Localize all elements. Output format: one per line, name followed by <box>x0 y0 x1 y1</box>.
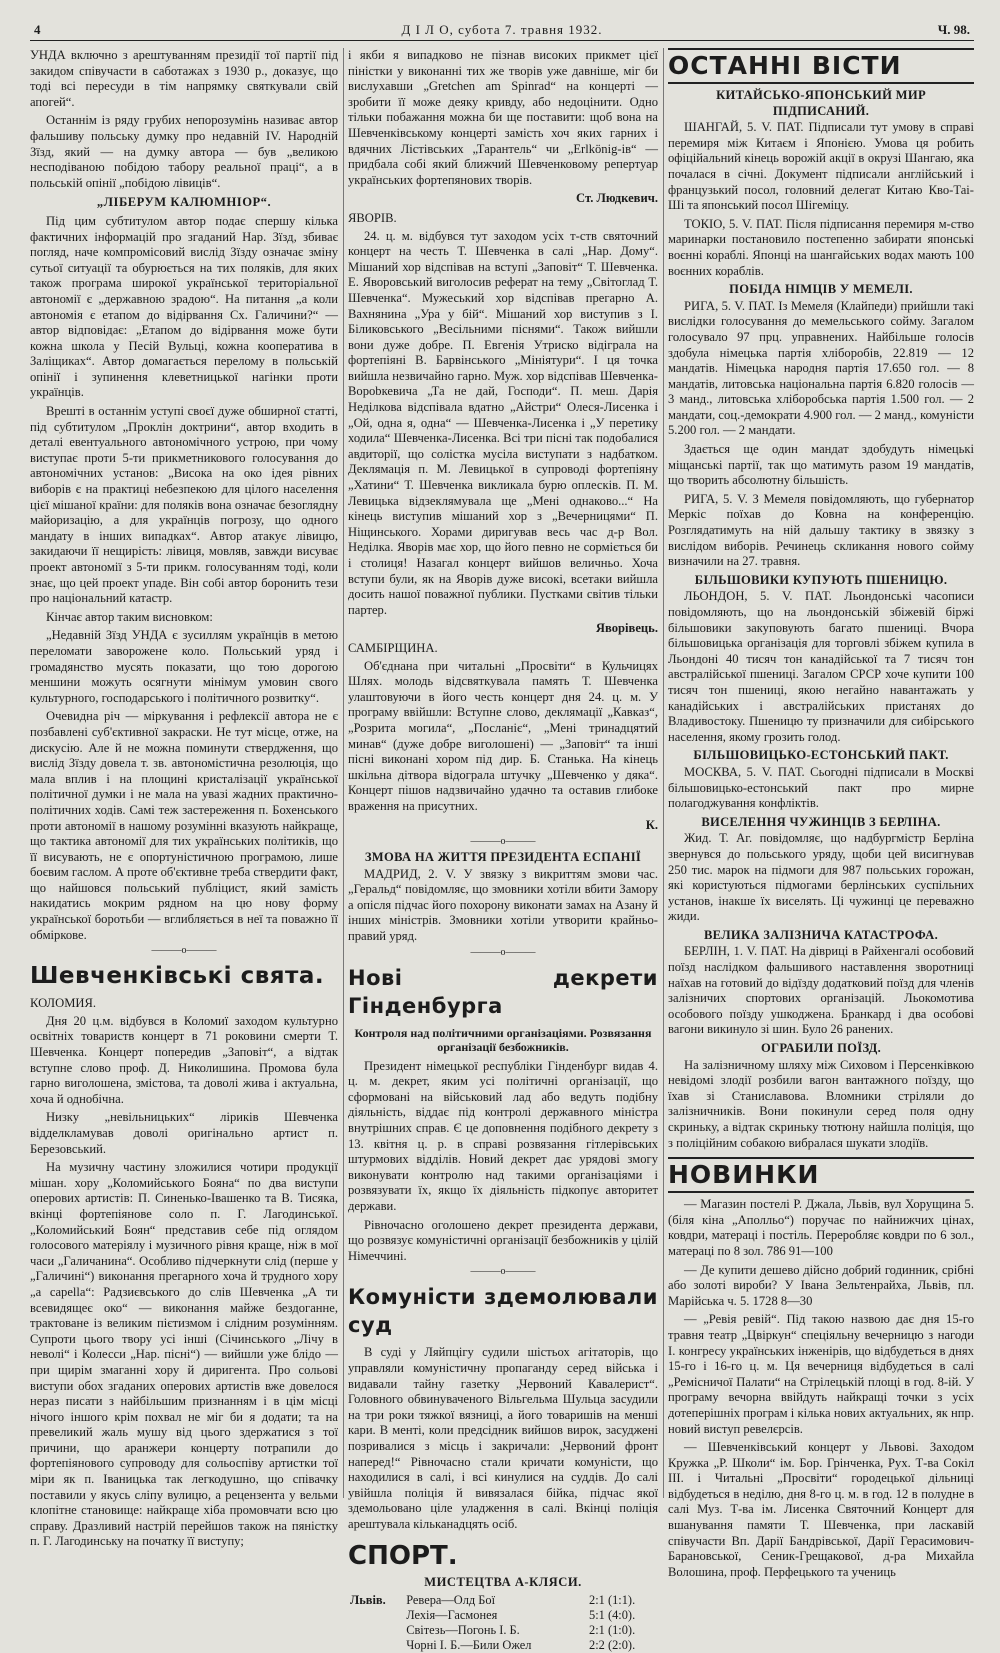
article-paragraph: Очевидна річ — міркування і рефлексії автора не є позбавлені суб'єктивної закраски. Не тут місце, отже, на дискусію. Але й не можна поминути ствердження, що вислід Зїзду довела т. зв. автономістична резолюція, що мала вплив і на площині кристалізації української політичної думки і не мала на увазі жадних практично-політичних ходів. Самі теж застереження п. Бохенського проти автономії в нашому розумінні вказують найкраще, що тактика автономії для тих українських політиків, що її висувають, не є опортуністичною програмою, лише боєвим гаслом. А проте об'єктивне треба ствердити факт, що найшовся польський публіцист, який замість накидатись мокрим рядном на цю нову форму української боротьби — вглибляється в неї та поважно її обміркове. <box>30 709 338 942</box>
dateline: КОЛОМИЯ. <box>30 996 97 1011</box>
divider: ———o——— <box>470 836 536 848</box>
sport-subheading: МИСТЕЦТВА А-КЛЯСИ. <box>424 1574 582 1589</box>
column-2 <box>348 48 658 1653</box>
ad-text: — Де купити дешево дійсно добрий годинник, срібні або золоті вироби? У Івана Зельтенрайха, Львів, пл. Марійська ч. 5. <box>668 1262 974 1308</box>
news-headline: БІЛЬШОВИЦЬКО-ЕСТОНСЬКИЙ ПАКТ. <box>693 748 949 763</box>
masthead: Д І Л О, субота 7. травня 1932. <box>401 22 603 37</box>
news-headline: БІЛЬШОВИКИ КУПУЮТЬ ПШЕНИЦЮ. <box>694 572 948 587</box>
score-row <box>348 1623 658 1638</box>
score-result: 2:1 (1:0). <box>589 1623 636 1638</box>
article-paragraph: Рівночасно оголошено декрет президента держави, що розвязує комуністичні організації безбожників у цілій Німеччині. <box>348 1217 658 1263</box>
article-paragraph: Низку „невільницьких“ ліриків Шевченка відделкламував доволі оригінально артист п. Березовський. <box>30 1110 338 1156</box>
dateline: САМБІРЩИНА. <box>348 640 438 655</box>
ad-paragraph <box>668 1197 974 1259</box>
column-rule <box>663 48 664 1498</box>
article-paragraph: і якби я випадково не пізнав високих прикмет цієї піністки у виконанні тих же творів уже давніше, міг би вислухавши „Gretchen am Spinrad“ на концерті — зробити її може деяку кривду, або недоцінити. Одно тільки побажання можна би ще поставити: щоб вона на Шевченківському концерті замість хоч яких гарних і вдячних Лістівських „Тарантель“ чи „Erlkönig-ів“ — придбала собі який ближчий Шевченковому репертуар українських фортепянових творів. <box>348 48 658 187</box>
news-paragraph: Жид. Т. Аг. повідомляє, що надбургмістр Берліна звернувся до польського уряду, щоби цей висигнував 250 тис. марок на підмоги для 987 польських горожан, які користуються підмогами берлінських суспільних установ, інакше їх виселять. Ці чужинці це переважно жиди. <box>668 831 974 924</box>
scores-table <box>348 1593 658 1653</box>
news-headline: ВИСЕЛЕННЯ ЧУЖИНЦІВ З БЕРЛІНА. <box>701 814 941 829</box>
column-1 <box>30 48 338 1549</box>
score-match: Світезь—Погонь І. Б. <box>406 1623 520 1638</box>
news-paragraph: ЛЬОНДОН, 5. V. ПАТ. Льондонські часописи повідомляють, що на льондонській збіжевій біржі більшовики закуповують багато пшениці. Вчора більшовицька організація для торговлі збіжем купила в Льондоні 40 тисяч тон канадійської та 7 тисяч тон австралійської пшениці. Загалом СРСР хоче купити 100 тисяч тон пшениці, якою негайно навантажать у канадійських і австралійських пристанях до Владивостоку. Пшеницю ту призначили для сибірського населення, якому грозить голод. <box>668 589 974 744</box>
column-rule <box>343 48 344 1498</box>
article-paragraph: Врешті в останнім уступі своєї дуже обширної статті, під субтитулом „Проклін доктрини“, автор входить в деталі евентуального автономічного устрою, при чому виступає проти 5-ти прикметникового голосування до автономічних установ: „Висока на око ідея рівних виборів є на практиці небезпекою для цілого населення цієї мішаної країни: для поляків вона означає безоглядну майоризацію, а для українців погрозу, що одного мандату в інших випадках“. Автор атакує лівицю, закидаючи її нещирість: лівиця, мовляв, завжди висуває проект автономії з 5-ти прикм. голосуванням тоді, коли знає, що цей проект упаде. Він собі автор боронить тези про національний катастр. <box>30 404 338 606</box>
score-city <box>348 1623 404 1638</box>
news-headline: ВЕЛИКА ЗАЛІЗНИЧА КАТАСТРОФА. <box>703 927 939 942</box>
article-headline: Шевченківські свята. <box>30 963 325 990</box>
score-city: Львів. <box>350 1593 386 1608</box>
dateline: ЯВОРІВ. <box>348 210 397 225</box>
issue-number: Ч. 98. <box>937 22 970 37</box>
ad-paragraph: — „Ревія ревій“. Під такою назвою дає дня 15-го травня театр „Цвіркун“ спеціяльну вечерницю з нагоди I. конгресу українських інженірів, що відбудеться в днях 15-го і 16-го ц. м. Ця вечерниця відбудеться в салі „Ремісничої Палати“ на Стрілецькій площі в год. 8-ій. У програму вечорна ввійдуть найкращі точки з усіх дотеперішніх програм і кілька нових актуальних, як нпр. новий виступ ревелєрсів. <box>668 1312 974 1436</box>
news-headline: КИТАЙСЬКО-ЯПОНСЬКИЙ МИР ПІДПИСАНИЙ. <box>716 88 926 118</box>
news-paragraph: ТОКІО, 5. V. ПАТ. Після підписання перемиря м-ство маринарки постановило постепенно забирати японські воєнні кораблі. Японці на шангайських водах мають 100 воєнних кораблів. <box>668 216 974 278</box>
sport-heading: СПОРТ. <box>348 1540 458 1571</box>
ad-paragraph: — Шевченківський концерт у Львові. Заходом Кружка „Р. Школи“ ім. Бор. Грінченка, Рух. Т-ва Сокіл ІІІ. і Читальні „Просвіти“ городецької дільниці відбудеться в неділю, дня 8-го ц. м. в год. 12 в полудне в салі Муз. Т-ва ім. Лисенка Святочний Концерт для вшанування памяти Т. Шевченка, при ласкавій співучасти Вп. Дарії Бандрівської, Дарії Герасимович-Барановської, Сеник-Грещакової, д-ра Михайла Волошина, проф. Перфецького та учениць <box>668 1440 974 1579</box>
quote-paragraph: „Недавній Зїзд УНДА є зусиллям українців в метою переломати заворожене коло. Польський уряд і громадянство мусять показати, що тою дорогою меншини можуть осягнути мінімум умовин свого культурного, господарського і політичного розвитку“. <box>30 628 338 705</box>
news-paragraph: На залізничному шляху між Сиховом і Персенківкою невідомі злодії розбили вагон вантажного поїзду, що їхав зі Станиславова. Вломники стріляли до залізничників. Вони покинули серед поля одну скриньку, а відтак скриньку тютюну найшла поліція, що з поліційним собакою вибралася шукати злодіїв. <box>668 1057 974 1150</box>
score-match: Ревера—Олд Бої <box>406 1593 496 1608</box>
score-row <box>348 1608 658 1623</box>
news-paragraph: МОСКВА, 5. V. ПАТ. Сьогодні підписали в Москві більшовицько-естонський пакт про мирне полагоджування конфліктів. <box>668 764 974 811</box>
score-row <box>348 1638 658 1653</box>
running-header <box>30 22 974 41</box>
article-paragraph: Об'єднана при читальні „Просвіти“ в Кульчицях Шлях. молодь відсвяткувала память Т. Шевченка улаштовуючи в його честь концерт дня 24. ц. м. У програму ввійшли: Вступне слово, деклямації „Кавказ“, „Розрита могила“, „Посланіє“, „Мені тринадцятий минав“ (дуже добре виголошені) — „Заповіт“ та інші пісні виконані хором під дир. Б. Станька. На кінець шкільна дітвора відограла штучку „Шевченко у дяка“. Концерт пішов надзвичайно удачно та оставив глибоке враження на присутних. <box>348 658 658 813</box>
score-row <box>348 1593 658 1608</box>
article-headline: Комуністи здемолювали суд <box>348 1285 658 1338</box>
score-match: Чорні І. Б.—Били Ожел <box>406 1638 532 1653</box>
page-number: 4 <box>34 22 41 37</box>
news-paragraph: ШАНГАЙ, 5. V. ПАТ. Підписали тут умову в справі перемиря між Китаєм і Японією. Умова ця робить офіційальний кінець ворожій акції в окрузі Шангаю, яка почалася в січні. Документ підписали англійський і французький посол, головний делегат Китаю Кво-Таі-Ші та японський посол Шігеміцу. <box>668 120 974 213</box>
article-paragraph: На музичну частину зложилися чотири продукції мішан. хору „Коломийського Бояна“ по два виступи оперових артистів: П. Синенько-Івашенко та В. Тисяка, вкінці фортепіянове соло п. Г. Лагодинської. „Коломийський Боян“ представив себе під оглядом голосового матеріялу і музичного рівня краще, ніж в мої часи „Галичанина“. Особливо підчеркнути слід (перше у „Галичині“) виконання прегарного хоча й трудного хору „a capella“: Радзиєвського до слів Шевченка „А ти всевидящеє око“ — виконання майже бездоганне, трактоване із великим пієтизмом і слідним розумінням. Супроти цього твору усі інші (Січинського „Лічу в неволі“ і Колесси „Нар. пісні“) — вийшли уже блідо — при щирім змаганні хору й диригента. Про сольові виступи обох згаданих оперових артистів вже довелося нераз писати з найбільшим признанням і в цім місці нічого іншого крім похвал не міг би я додати; та на превеликий жаль мушу від цього здержатися з тої причини, що аранжери концерту потрапили до фортепіянового супроводу для сольоспіву артистки тої міри як п. Іваницька так легкодушно, що співачку поставили у якусь сліпу вулицю, а рецензента у вельми клопітне становище: найкраще хіба промовчати всю цю справу. Дразливий настрій перейшов також на пяністку п. Г. Лагодинську на початку її виступу; <box>30 1160 338 1549</box>
ad-paragraph <box>668 1263 974 1310</box>
article-paragraph: УНДА включно з арештуванням президії тої партії під закидом співучасти в саботажах з 1930 р., доказує, що тоді всі пересуди в тім напрямку святкували свій апогей“. <box>30 48 338 109</box>
author-signature: Ст. Людкевич. <box>576 191 658 206</box>
news-paragraph: БЕРЛІН, 1. V. ПАТ. На дівриці в Райхенгалі особовий поїзд наслідком фальшивого наставлення зворотниці наїхав на готовий до відїзду додатковий поїзд для членів залізничих спортових організацій. Льокомотива особового поїзду ушкоджена. Бранкард і два особові вагони викинуло зі шин. Було 26 ранених. <box>668 944 974 1037</box>
news-headline: ОГРАБИЛИ ПОЇЗД. <box>760 1041 882 1056</box>
score-result: 2:1 (1:1). <box>589 1593 636 1608</box>
author-signature: Яворівець. <box>595 621 658 636</box>
section-heading-novelties: НОВИНКИ <box>668 1157 974 1193</box>
news-paragraph: РИГА, 5. V. ПАТ. Із Мемеля (Клайпеди) прийшли такі вислідки голосування до мемельського сойму. Загалом голосувало 97 прц. управнених. Найбільше голосів здобула німецька партія хліборобів, 22.819 — 12 мандатів. Німецька народня партія 17.650 гол. — 8 мандатів, литовська національна партія 6.820 голосів — 3 манд., литовська хліборобська партія 1.500 гол. — 2 мандати, соц.-демократи 4.900 гол. — 2 манд., комуністи 5.200 гол. — 2 мандати. <box>668 298 974 438</box>
news-paragraph: РИГА, 5. V. З Мемеля повідомляють, що губернатор Меркіс поїхав до Ковна на конференцію. Розглядатимуть на ній дальшу тактику в звязку з вислідом виборів. Речинець скликання нового сойму визначили на 27. травня. <box>668 491 974 569</box>
score-result: 2:2 (2:0). <box>589 1638 636 1653</box>
divider: ———o——— <box>470 946 536 958</box>
score-city <box>348 1608 404 1623</box>
article-paragraph: Кінчає автор таким висновком: <box>46 609 213 624</box>
score-result: 5:1 (4:0). <box>589 1608 636 1623</box>
ad-code: 786 91—100 <box>766 1243 833 1258</box>
article-paragraph: Останнім із ряду грубих непорозумінь називає автор фальшиву польську думку про недавній IV. Народній Зїзд, який — на думку автора — був „великою несподіваною побідою табору реальної праці“, а в польській опінії „побідою лівиців“. <box>30 113 338 190</box>
article-paragraph: Дня 20 ц.м. відбувся в Коломиї заходом культурно освітніх товариств концерт в 71 роковини смерти Т. Шевченка. Концерт попередив „Заповіт“, а відтак вступне слово проф. Д. Николишина. Промова була гарно виголошена, змістова, та доволі жива і актуальна, хоча й однобічна. <box>30 1013 338 1106</box>
author-signature: К. <box>645 817 658 832</box>
subheading: „ЛІБЕРУМ КАЛЮМНІОР“. <box>96 195 272 210</box>
article-paragraph: 24. ц. м. відбувся тут заходом усіх т-ств святочний концерт на честь Т. Шевченка в салі „Нар. Дому“. Мішаний хор відспівав на вступі „Заповіт“ Т. Шевченка. Е. Яворовський виголосив реферат на тему „Світоглад Т. Шевченка“. Мужеський хор відспівав прегарно А. Вахнянина „Ура у бій“. Мішаний хор виступив з І. Біликовського „Весільними піснями“. Також вийшли вони дуже добре. П. Евгенія Утриско відіграла на фортепіяні В. Барвінського „Мініятури“. І ця точка вийшла незвичайно гарно. Муж. хор відспівав Шевченка-Ворobкевича „Та не дай, Господи“. П. меш. Дарія Неділкова відспівала вдатно „Айстри“ Олеся-Лисенка і „Ой, одна я, одна“ — Шевченка-Лисенка і „У перетику ходила“ Шевченка-Лисенка. Всі три пісні так подобалися авдиторії, що солістка мусіла виступати з надбатком. Деклямація п. М. Левицької в супроводі фортепіяну „Хатини“ Т. Шевченка викликала бурю оплесків. П. М. Левицька відзеклямувала ще „Мені однаково...“ На кінець виступив мішаний хор з „Вечерницями“ П. Ніщинського. Хорами диригував весь час д-р Вол. Неділка. Яворів має хор, що його певно не сорміється би і столиця! Назагал концерт вийшов величньо. Хоча вступи були, як на Яворів дуже високі, всетаки вийшла досить нашої поважної публики. Пустками світив тільки партер. <box>348 228 658 617</box>
article-paragraph: Президент німецької республіки Гінденбург видав 4. ц. м. декрет, яким усі політичні організації, що сформовані на військовий лад або ведуть подібну діяльність, віддає під контролі державного міністра внутрішних справ. Є це доповнення подібного декрету з 13. квітня ц. р. в справі розвязання гітлерівських штурмових відділів. Новий декрет дає урядові змогу виконувати контролю над такими організаціями і розвязувати їх, якщо їх діяльність підкопує авторитет держави. <box>348 1058 658 1213</box>
score-match: Лехія—Гасмонея <box>406 1608 498 1623</box>
ad-code: 1728 8—30 <box>752 1293 813 1308</box>
article-deck: Контроля над політичними організаціями. Розвязання організації безбожників. <box>354 1025 652 1054</box>
section-heading-latest-news: ОСТАННІ ВІСТИ <box>668 48 974 84</box>
news-paragraph: Здається ще один мандат здобудуть німецькі міщанські партії, так що матимуть разом 19 мандатів, що творить абсолютну більшість. <box>668 442 974 488</box>
ad-text: — Магазин постелі Р. Джала, Львів, вул Хорущина 5. (біля кіна „Аполльо“) поручає по найнижчих цінах, ковдри, матераці і постіль. Переробляє ковдри по 6 зол., матераці по 8 зол. <box>668 1197 974 1258</box>
article-headline: Нові декрети Гінденбурга <box>348 965 658 1018</box>
article-paragraph: В суді у Ляйпцігу судили шістьох агітаторів, що управляли комуністичну пропаганду серед війська і видавали тайну газетку „Червоний Кавалерист“. Головного обвинуваченого Вільгельма Шульца засудили на три роки тяжкої вязниці, а його товаришів на менші кари. В менті, коли предсідник вийшов вирок, засуджені позривалися з місць і закричали: „Червоний фронт наперед!“ Рівночасно стали кричати комуністи, що находилися в салі, і всі кинулися на суддів. До салі увійшла поліція й вивязалася бійка, підчас якої здемольовано ціле уладження в салі. Вкінці поліція арештувала кільканадцять осіб. <box>348 1345 658 1531</box>
news-headline: ЗМОВА НА ЖИТТЯ ПРЕЗИДЕНТА ЕСПАНІЇ <box>364 850 642 865</box>
article-paragraph: Під цим субтитулом автор подає спершу кілька фактичних інформацій про згаданий Нар. Зїзд, збиває погляд, наче компромісовий вислід Зїзду означає зміну сутьої ситуації та обурюється на тих поляків, для яких також програма широкої української територіальної автономії є „державною зрадою“. На питання „а коли автономія є етапом до відірвання Сх. Галичини?“ — автор відповідає: „Етапом до відірвання може бути кожна школа у Песій Вульці, кожна кооператива в Заліщиках“. Автор домагається перелому в польській опінії і зупинення клеветницької нагінки проти українців. <box>30 213 338 400</box>
divider: ———o——— <box>151 945 217 957</box>
news-headline: ПОБІДА НІМЦІВ У МЕМЕЛІ. <box>729 282 913 297</box>
news-paragraph: МАДРИД, 2. V. У звязку з викриттям змови час. „Геральд“ повідомляє, що змовники хотіли вбити Замору а опісля підчас його похорону виконати замах на Азану й інших міністрів. Змовники хотіли утворити крайньо-правий уряд. <box>348 866 658 944</box>
score-city <box>348 1638 404 1653</box>
column-3 <box>668 48 974 1579</box>
divider: ———o——— <box>470 1266 536 1278</box>
